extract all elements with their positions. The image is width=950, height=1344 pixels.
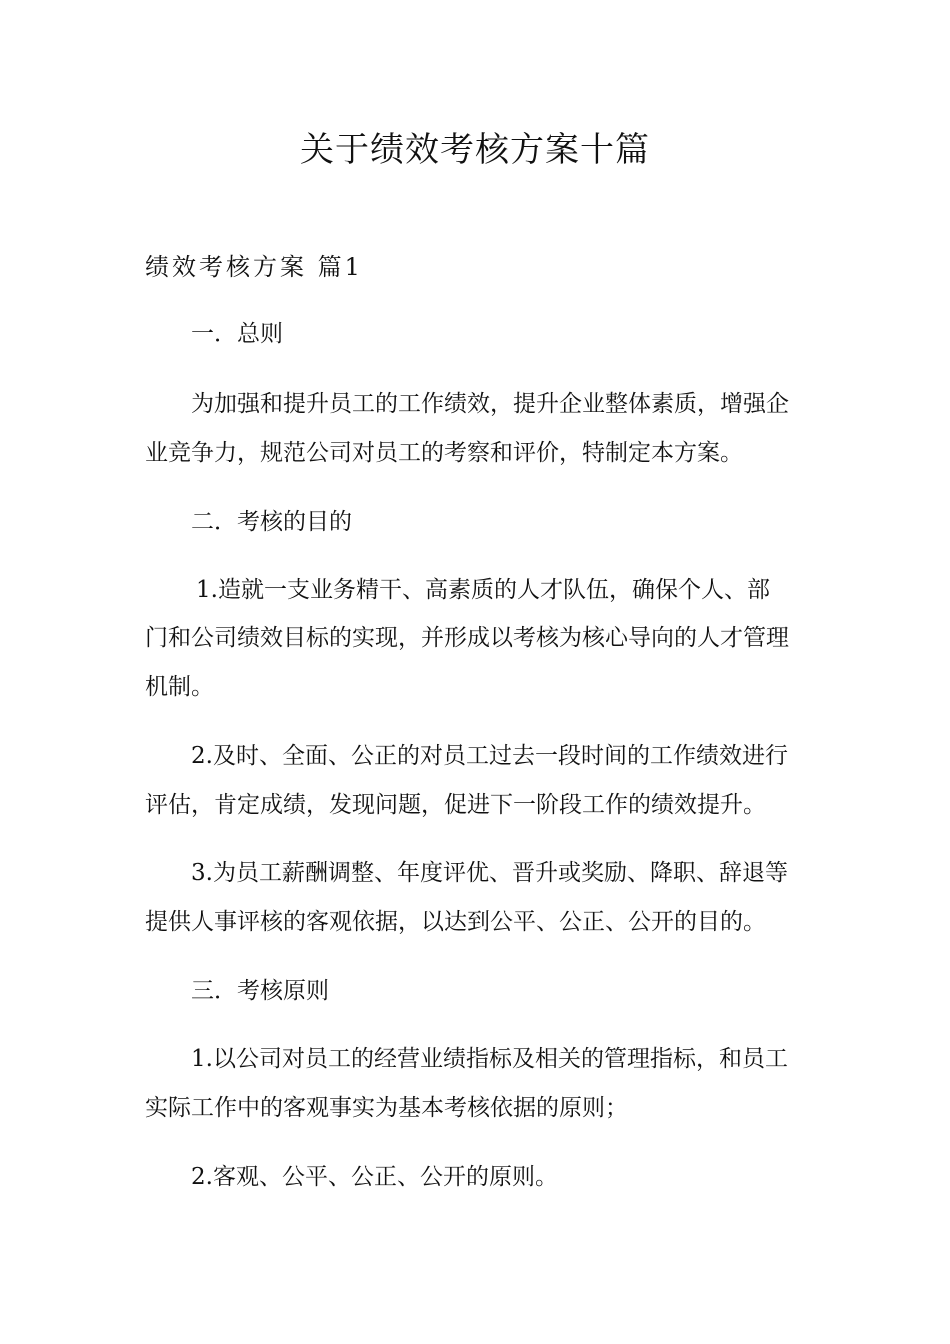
paragraph-line: 1.以公司对员工的经营业绩指标及相关的管理指标，和员工	[191, 1046, 788, 1072]
paragraph-line: 评估，肯定成绩，发现问题，促进下一阶段工作的绩效提升。	[145, 792, 766, 818]
paragraph-line: 提供人事评核的客观依据，以达到公平、公正、公开的目的。	[145, 909, 766, 935]
paragraph-line: 1.造就一支业务精干、高素质的人才队伍，确保个人、部	[196, 577, 770, 603]
paragraph-line: 机制。	[145, 674, 214, 700]
paragraph-line: 3.为员工薪酬调整、年度评优、晋升或奖励、降职、辞退等	[191, 860, 788, 886]
heading-principles: 三．考核原则	[191, 978, 329, 1004]
paragraph-line: 为加强和提升员工的工作绩效，提升企业整体素质，增强企	[191, 391, 789, 417]
heading-purpose: 二．考核的目的	[191, 509, 352, 535]
paragraph-line: 2.客观、公平、公正、公开的原则。	[191, 1164, 558, 1190]
section-heading: 绩效考核方案 篇1	[145, 253, 363, 281]
paragraph-line: 2.及时、全面、公正的对员工过去一段时间的工作绩效进行	[191, 743, 788, 769]
paragraph-line: 业竞争力，规范公司对员工的考察和评价，特制定本方案。	[145, 440, 743, 466]
paragraph-line: 门和公司绩效目标的实现，并形成以考核为核心导向的人才管理	[145, 625, 789, 651]
document-title: 关于绩效考核方案十篇	[300, 130, 650, 170]
paragraph-line: 实际工作中的客观事实为基本考核依据的原则；	[145, 1095, 628, 1121]
heading-general: 一．总则	[191, 321, 283, 347]
